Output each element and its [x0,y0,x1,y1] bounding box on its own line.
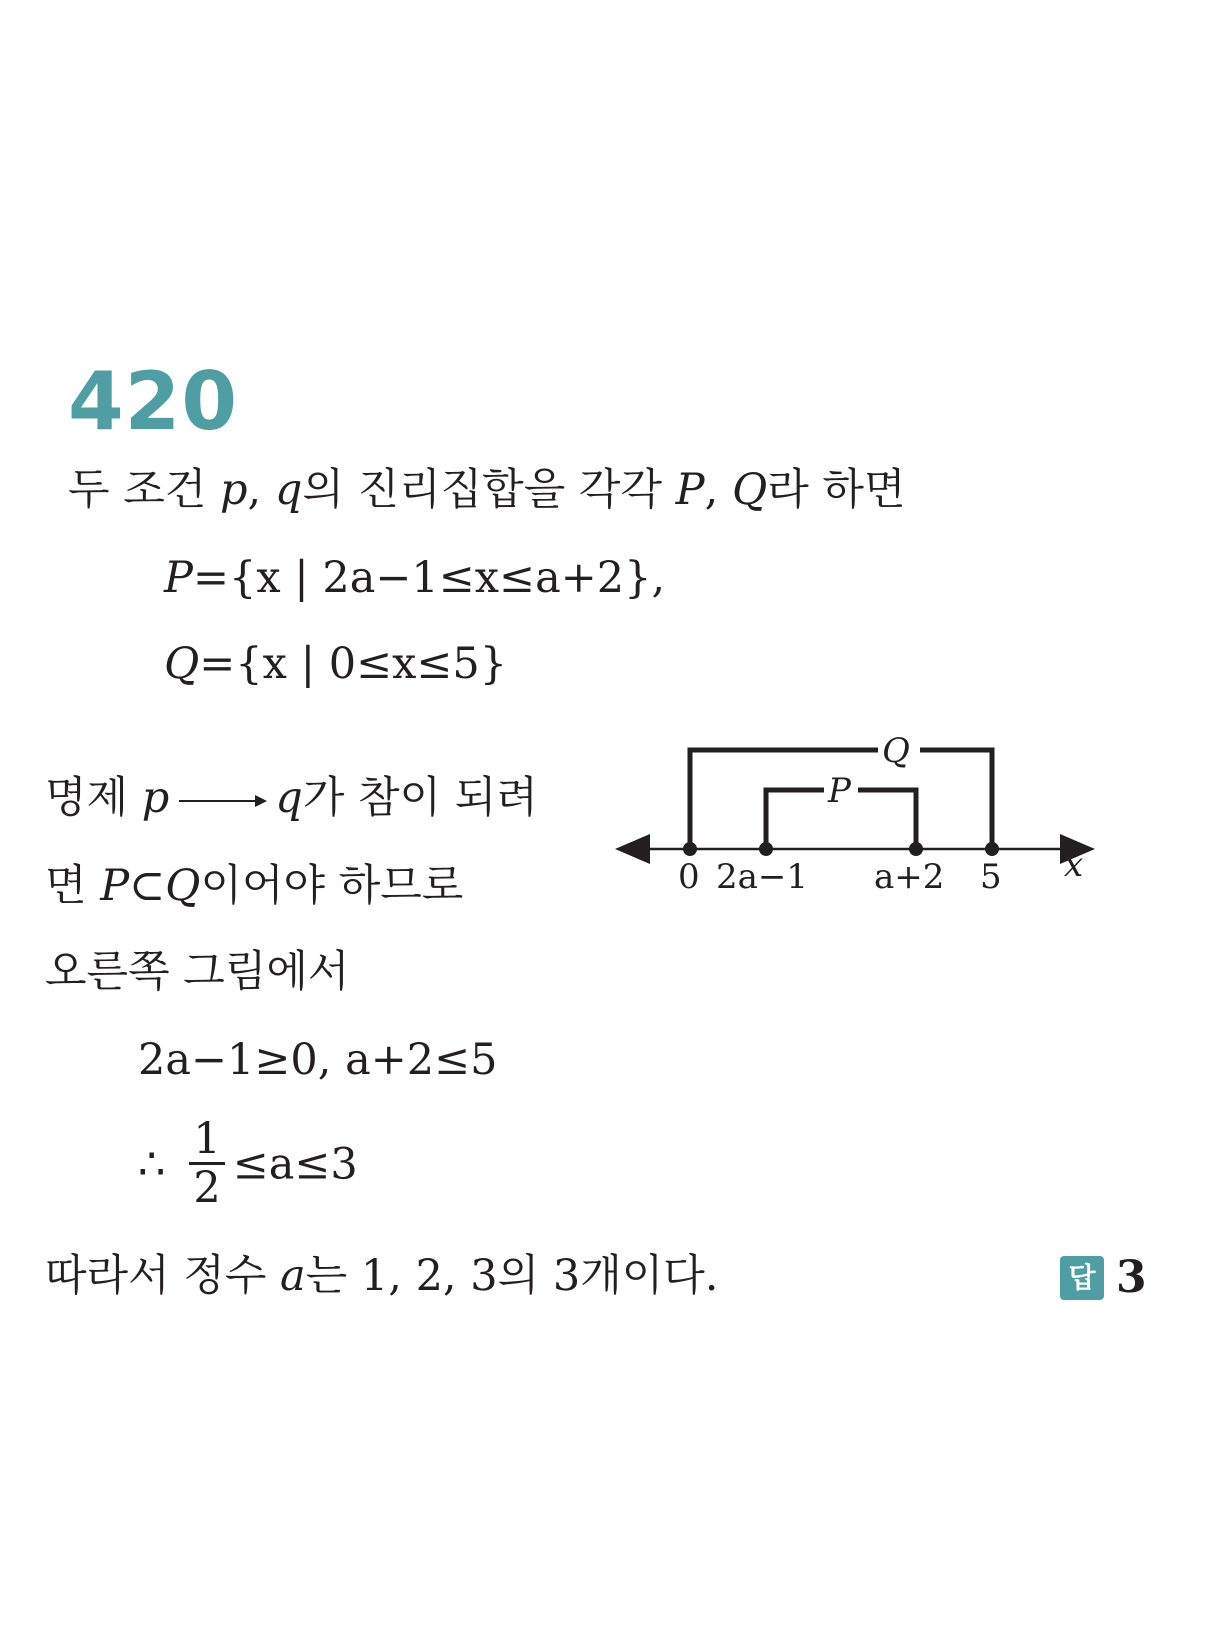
set-P-bracket-left [766,790,824,849]
explanation-line-2: 면 P⊂Q이어야 하므로 [45,861,464,911]
therefore-symbol: ∴ [138,1139,166,1190]
axis-label-x: x [1064,845,1084,885]
point-5 [985,842,999,856]
inequality-work: 2a−1≥0, a+2≤5 [138,1035,498,1085]
answer-badge: 답 [1060,1256,1104,1300]
explanation-line-1: 명제 p q가 참이 되려 [45,773,538,823]
answer-value: 3 [1116,1252,1147,1303]
fraction-half: $\frac{1}{2}$ [189,1116,224,1211]
number-line-diagram [620,731,1160,960]
tick-label-0: 0 [678,857,700,897]
implication-arrow-icon [179,800,265,802]
point-a-plus-2 [909,842,923,856]
answer-box [1060,1252,1147,1303]
explanation-line-3: 오른쪽 그림에서 [45,947,350,997]
set-Q-label: Q [882,731,910,771]
tick-label-5: 5 [980,857,1002,897]
problem-number: 420 [68,355,238,448]
intro-line: 두 조건 p, q의 진리집합을 각각 P, Q라 하면 [68,465,906,515]
tick-label-a-plus-2: a+2 [874,857,945,897]
set-P-bracket-right [858,790,916,849]
equation-set-P: P={x | 2a−1≤x≤a+2}, [164,553,666,603]
therefore-result: ∴ $\frac{1}{2}$ ≤a≤3 [138,1114,358,1213]
tick-label-2a-minus-1: 2a−1 [716,857,809,897]
set-Q-bracket-right [920,750,992,849]
conclusion-line: 따라서 정수 a는 1, 2, 3의 3개이다. [45,1251,719,1301]
point-0 [683,842,697,856]
equation-set-Q: Q={x | 0≤x≤5} [164,639,508,689]
point-2a-minus-1 [759,842,773,856]
set-P-label: P [828,771,851,811]
